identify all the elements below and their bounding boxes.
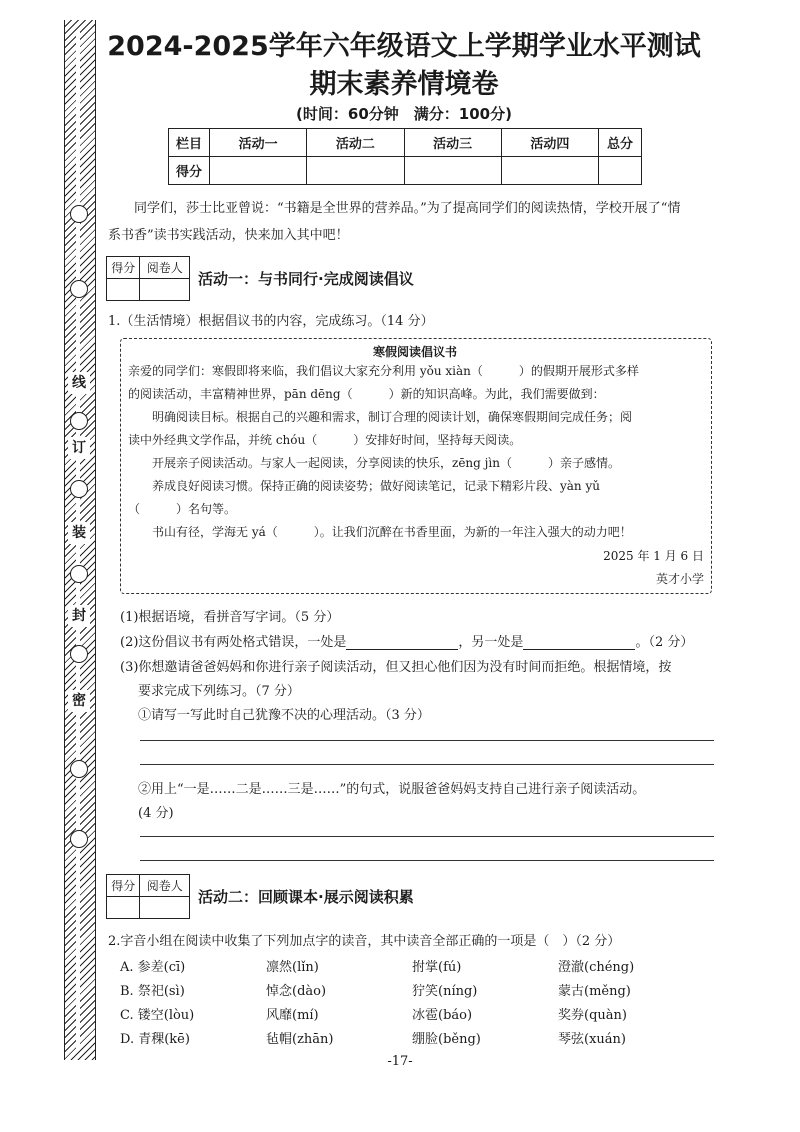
activity-1-title: 活动一：与书同行·完成阅读倡议 xyxy=(198,270,414,288)
intro-line: 同学们，莎士比亚曾说：“书籍是全世界的营养品。”为了提高同学们的阅读热情，学校开展了“情 xyxy=(134,201,681,216)
letter-line: 养成良好阅读习惯。保持正确的阅读姿势；做好阅读笔记，记录下精彩片段、yàn yǔ xyxy=(128,479,600,493)
answer-line[interactable] xyxy=(140,860,714,861)
option-d-4: 琴弦(xuán) xyxy=(558,1032,626,1047)
grader-reviewer-cell[interactable] xyxy=(140,279,190,301)
score-table-header: 活动四 xyxy=(501,129,598,157)
score-cell[interactable] xyxy=(599,157,642,185)
option-b-4: 蒙古(měng) xyxy=(558,984,631,999)
score-table-header: 活动一 xyxy=(210,129,307,157)
binding-mark-xian: 线 xyxy=(68,372,90,394)
grader-score-label: 得分 xyxy=(107,257,140,279)
subquestion-3: (3)你想邀请爸爸妈妈和你进行亲子阅读活动，但又担心他们因为没有时间而拒绝。根据情境，按 xyxy=(120,660,672,675)
letter-date: 2025 年 1 月 6 日 xyxy=(603,549,704,563)
option-c-2: 风靡(mí) xyxy=(266,1008,319,1023)
binding-circle xyxy=(70,760,88,778)
score-table-header: 总分 xyxy=(599,129,642,157)
option-c-1: C. 镂空(lòu) xyxy=(120,1008,195,1023)
letter-line: 读中外经典文学作品，并统 chóu（ ）安排好时间，坚持每天阅读。 xyxy=(128,433,522,447)
answer-blank[interactable] xyxy=(346,635,458,650)
binding-mark-feng: 封 xyxy=(68,605,90,627)
binding-mark-zhuang: 装 xyxy=(68,522,90,544)
subquestion-2-text: (2)这份倡议书有两处格式错误，一处是 xyxy=(120,635,347,650)
score-cell[interactable] xyxy=(501,157,598,185)
option-c-3: 冰雹(báo) xyxy=(412,1008,473,1023)
score-table-header: 活动二 xyxy=(307,129,404,157)
option-a-2: 凛然(lǐn) xyxy=(266,960,319,975)
score-cell[interactable] xyxy=(210,157,307,185)
binding-circle xyxy=(70,412,88,430)
option-b-3: 狞笑(níng) xyxy=(412,984,478,999)
option-d-3: 绷脸(běng) xyxy=(412,1032,481,1047)
score-table-header: 活动三 xyxy=(404,129,501,157)
binding-circle xyxy=(70,645,88,663)
option-a-1: A. 参差(cī) xyxy=(120,960,186,975)
binding-mark-mi: 密 xyxy=(68,690,90,712)
page-title: 2024-2025学年六年级语文上学期学业水平测试 xyxy=(107,31,701,62)
option-c-4: 奖券(quàn) xyxy=(558,1008,627,1023)
answer-line[interactable] xyxy=(140,764,714,765)
binding-circle xyxy=(70,480,88,498)
score-cell[interactable] xyxy=(404,157,501,185)
binding-circle xyxy=(70,565,88,583)
grader-reviewer-label: 阅卷人 xyxy=(140,875,190,897)
grader-reviewer-cell[interactable] xyxy=(140,897,190,919)
answer-line[interactable] xyxy=(140,836,714,837)
answer-blank[interactable] xyxy=(523,635,635,650)
letter-line: （ ）名句等。 xyxy=(128,502,237,516)
letter-line: 书山有径，学海无 yá（ ）。让我们沉醉在书香里面，为新的一年注入强大的动力吧！ xyxy=(128,525,632,539)
subquestion-1: (1)根据语境，看拼音写字词。（5 分） xyxy=(120,610,340,625)
subquestion-3-cont: 要求完成下列练习。（7 分） xyxy=(138,684,300,699)
page-subtitle: 期末素养情境卷 xyxy=(309,69,499,100)
grader-score-cell[interactable] xyxy=(107,279,140,301)
subquestion-2-text: ，另一处是 xyxy=(458,635,524,650)
score-table-header-row xyxy=(169,129,642,157)
option-a-3: 拊掌(fú) xyxy=(412,960,462,975)
subquestion-2-text: 。（2 分） xyxy=(635,635,694,650)
score-table-row xyxy=(169,157,642,185)
subquestion-2 xyxy=(120,631,693,650)
option-a-4: 澄澈(chéng) xyxy=(558,960,635,975)
activity-2-title: 活动二：回顾课本·展示阅读积累 xyxy=(198,888,414,906)
letter-line: 亲爱的同学们：寒假即将来临，我们倡议大家充分利用 yǒu xiàn（ ）的假期开展形式多样 xyxy=(128,364,639,378)
subquestion-3-2-score: (4 分) xyxy=(138,806,174,821)
question-2: 2.字音小组在阅读中收集了下列加点字的读音，其中读音全部正确的一项是（ ）（2 分） xyxy=(108,934,621,949)
option-d-1: D. 青稞(kē) xyxy=(120,1032,190,1047)
binding-circle xyxy=(70,280,88,298)
answer-line[interactable] xyxy=(140,740,714,741)
option-d-2: 毡帽(zhān) xyxy=(266,1032,334,1047)
score-cell[interactable] xyxy=(307,157,404,185)
score-row-label: 得分 xyxy=(169,157,210,185)
score-table xyxy=(168,128,642,185)
letter-line: 明确阅读目标。根据自己的兴趣和需求，制订合理的阅读计划，确保寒假期间完成任务；阅 xyxy=(128,410,633,424)
intro-line: 系书香”读书实践活动，快来加入其中吧！ xyxy=(108,228,349,243)
option-b-2: 悼念(dào) xyxy=(266,984,327,999)
subquestion-3-1: ①请写一写此时自己犹豫不决的心理活动。（3 分） xyxy=(138,708,430,723)
question-1: 1.（生活情境）根据倡议书的内容，完成练习。（14 分） xyxy=(108,314,434,329)
grader-reviewer-label: 阅卷人 xyxy=(140,257,190,279)
time-score-info: (时间：60分钟 满分：100分) xyxy=(296,105,512,123)
grader-box xyxy=(106,874,190,919)
letter-line: 的阅读活动，丰富精神世界，pān dēng（ ）新的知识高峰。为此，我们需要做到： xyxy=(128,387,605,401)
grader-score-cell[interactable] xyxy=(107,897,140,919)
option-b-1: B. 祭祀(sì) xyxy=(120,984,185,999)
score-table-header: 栏目 xyxy=(169,129,210,157)
grader-box xyxy=(106,256,190,301)
grader-score-label: 得分 xyxy=(107,875,140,897)
page-number: -17- xyxy=(387,1054,413,1069)
letter-title: 寒假阅读倡议书 xyxy=(372,345,457,359)
binding-circle xyxy=(70,830,88,848)
binding-circle xyxy=(70,205,88,223)
letter-signature: 英才小学 xyxy=(655,572,704,586)
subquestion-3-2: ②用上“一是……二是……三是……”的句式，说服爸爸妈妈支持自己进行亲子阅读活动。 xyxy=(138,782,646,797)
binding-mark-ding: 订 xyxy=(68,437,90,459)
letter-line: 开展亲子阅读活动。与家人一起阅读，分享阅读的快乐，zēng jìn（ ）亲子感情。 xyxy=(128,456,620,470)
